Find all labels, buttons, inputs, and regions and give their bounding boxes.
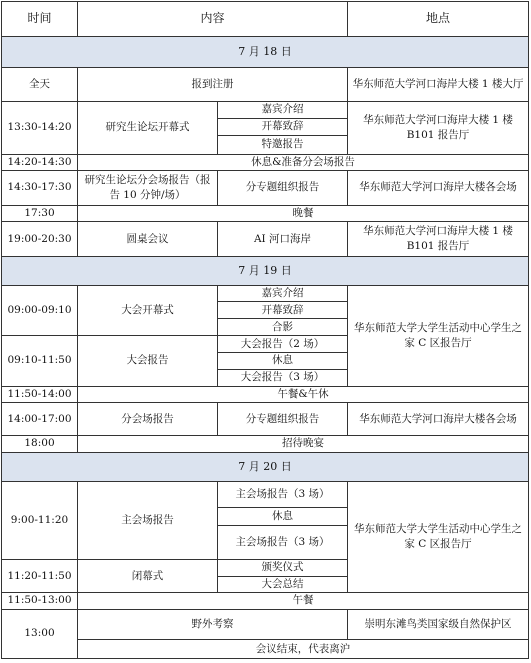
table-row xyxy=(2,154,529,171)
schedule-table xyxy=(1,1,529,659)
time-cell: 11:20-11:50 xyxy=(2,560,78,593)
header-row xyxy=(2,2,529,37)
subitem-cell: 嘉宾介绍 xyxy=(218,102,348,119)
time-cell: 11:50-13:00 xyxy=(2,593,78,610)
day2-row xyxy=(2,257,529,286)
subitem-cell: AI 河口海岸 xyxy=(218,222,348,257)
subitem-cell: 嘉宾介绍 xyxy=(218,285,348,302)
table-row xyxy=(2,386,529,403)
time-cell: 全天 xyxy=(2,68,78,102)
time-cell: 14:30-17:30 xyxy=(2,171,78,206)
time-cell: 13:30-14:20 xyxy=(2,102,78,154)
content-cell: 大会报告 xyxy=(78,336,218,387)
day2-title: 7 月 19 日 xyxy=(2,257,529,286)
content-cell: 午餐&午休 xyxy=(78,386,529,403)
subitem-cell: 大会报告（3 场） xyxy=(218,370,348,387)
content-cell: 午餐 xyxy=(78,593,529,610)
content-cell: 休息&准备分会场报告 xyxy=(78,154,529,171)
content-cell: 会议结束，代表离沪 xyxy=(78,640,529,659)
subitem-cell: 分专题组织报告 xyxy=(218,171,348,206)
table-row xyxy=(2,593,529,610)
table-row xyxy=(2,436,529,453)
subitem-cell: 合影 xyxy=(218,318,348,335)
subitem-cell: 颁奖仪式 xyxy=(218,560,348,577)
time-cell: 18:00 xyxy=(2,436,78,453)
subitem-cell: 大会报告（2 场） xyxy=(218,336,348,353)
time-cell: 13:00 xyxy=(2,609,78,658)
location-cell: 华东师范大学河口海岸大楼各会场 xyxy=(348,171,529,206)
time-cell: 11:50-14:00 xyxy=(2,386,78,403)
subitem-cell: 大会总结 xyxy=(218,576,348,593)
table-row xyxy=(2,171,529,206)
content-cell: 分会场报告 xyxy=(78,403,218,436)
subitem-cell: 主会场报告（3 场） xyxy=(218,482,348,508)
time-cell: 09:00-09:10 xyxy=(2,285,78,336)
header-location: 地点 xyxy=(348,2,529,37)
table-row xyxy=(2,102,529,119)
content-cell: 招待晚宴 xyxy=(78,436,529,453)
table-row xyxy=(2,222,529,257)
location-cell: 华东师范大学河口海岸大楼 1 楼大厅 xyxy=(348,68,529,102)
time-cell: 19:00-20:30 xyxy=(2,222,78,257)
location-cell: 华东师范大学大学生活动中心学生之家 C 区报告厅 xyxy=(348,482,529,593)
table-row xyxy=(2,403,529,436)
location-cell: 华东师范大学河口海岸大楼 1 楼 B101 报告厅 xyxy=(348,102,529,154)
subitem-cell: 分专题组织报告 xyxy=(218,403,348,436)
subitem-cell: 主会场报告（3 场） xyxy=(218,526,348,560)
location-cell: 华东师范大学河口海岸大楼各会场 xyxy=(348,403,529,436)
content-cell: 野外考察 xyxy=(78,609,348,640)
content-cell: 主会场报告 xyxy=(78,482,218,560)
table-row xyxy=(2,285,529,302)
subitem-cell: 开幕致辞 xyxy=(218,118,348,135)
day1-row xyxy=(2,36,529,68)
content-cell: 闭幕式 xyxy=(78,560,218,593)
table-row xyxy=(2,640,529,659)
content-cell: 研究生论坛开幕式 xyxy=(78,102,218,154)
day1-title: 7 月 18 日 xyxy=(2,36,529,68)
table-row xyxy=(2,609,529,640)
content-cell: 圆桌会议 xyxy=(78,222,218,257)
subitem-cell: 休息 xyxy=(218,507,348,525)
time-cell: 14:00-17:00 xyxy=(2,403,78,436)
content-cell: 报到注册 xyxy=(78,68,348,102)
table-row xyxy=(2,68,529,102)
table-row xyxy=(2,482,529,508)
subitem-cell: 开幕致辞 xyxy=(218,302,348,319)
content-cell: 研究生论坛分会场报告（报告 10 分钟/场） xyxy=(78,171,218,206)
time-cell: 09:10-11:50 xyxy=(2,336,78,387)
location-cell: 华东师范大学大学生活动中心学生之家 C 区报告厅 xyxy=(348,285,529,386)
day3-row xyxy=(2,452,529,482)
time-cell: 17:30 xyxy=(2,205,78,222)
location-cell: 崇明东滩鸟类国家级自然保护区 xyxy=(348,609,529,640)
content-cell: 晚餐 xyxy=(78,205,529,222)
header-time: 时间 xyxy=(2,2,78,37)
subitem-cell: 休息 xyxy=(218,352,348,369)
table-row xyxy=(2,205,529,222)
header-content: 内容 xyxy=(78,2,348,37)
content-cell: 大会开幕式 xyxy=(78,285,218,336)
time-cell: 9:00-11:20 xyxy=(2,482,78,560)
location-cell: 华东师范大学河口海岸大楼 1 楼 B101 报告厅 xyxy=(348,222,529,257)
day3-title: 7 月 20 日 xyxy=(2,452,529,482)
subitem-cell: 特邀报告 xyxy=(218,136,348,154)
time-cell: 14:20-14:30 xyxy=(2,154,78,171)
